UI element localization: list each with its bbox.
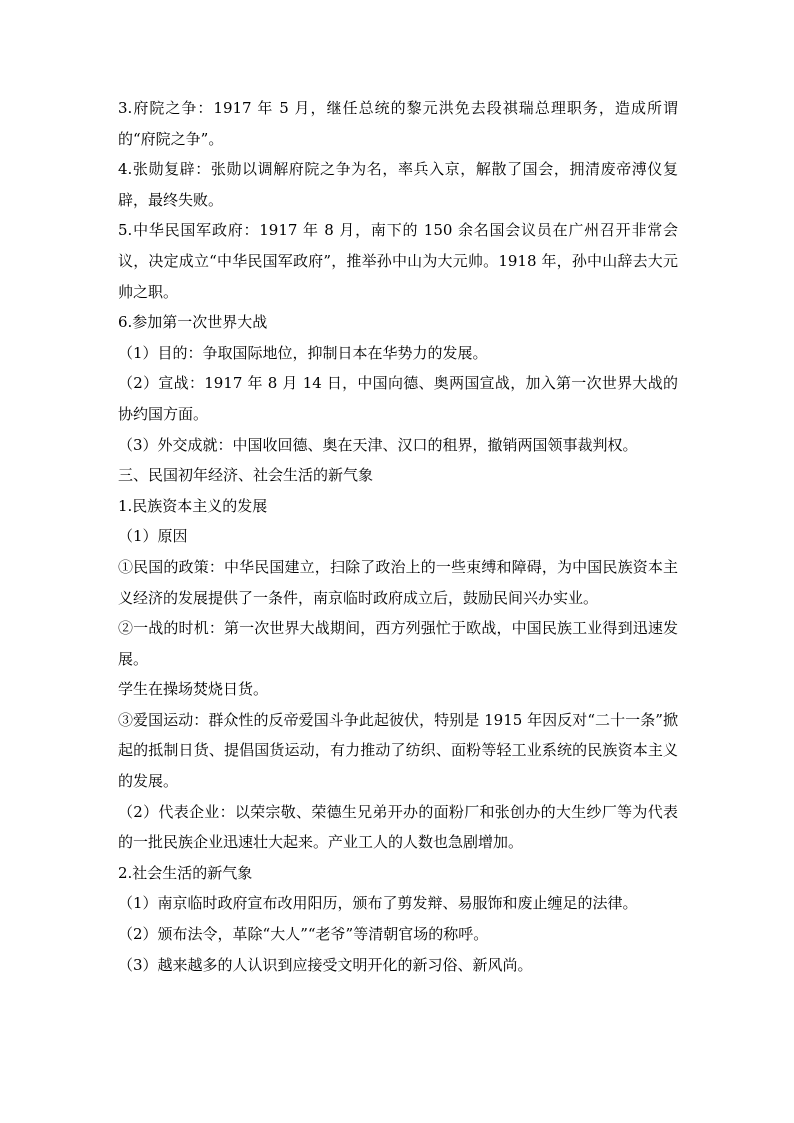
paragraph-zhangxun-restoration: 4.张勋复辟：张勋以调解府院之争为名，率兵入京，解散了国会，拥清废帝溥仪复辟，最终失败。	[118, 160, 678, 209]
paragraph-ww1-diplomacy: （3）外交成就：中国收回德、奥在天津、汉口的租界，撤销两国领事裁判权。	[118, 435, 638, 454]
paragraph-social-titles: （2）颁布法令，革除“大人”“老爷”等清朝官场的称呼。	[118, 925, 489, 944]
heading-reasons: （1）原因	[118, 527, 188, 546]
paragraph-ww1-declaration: （2）宣战：1917 年 8 月 14 日，中国向德、奥两国宣战，加入第一次世界大战的协约国方面。	[118, 374, 678, 423]
paragraph-social-customs: （3）越来越多的人认识到应接受文明开化的新习俗、新风尚。	[118, 955, 533, 974]
document-body	[118, 93, 678, 980]
heading-national-capitalism: 1.民族资本主义的发展	[118, 496, 268, 515]
paragraph-ww1-purpose: （1）目的：争取国际地位，抑制日本在华势力的发展。	[118, 343, 488, 362]
paragraph-military-government: 5.中华民国军政府：1917 年 8 月，南下的 150 余名国会议员在广州召开非常会议，决定成立“中华民国军政府”，推举孙中山为大元帅。1918 年，孙中山辞去大元帅之职。	[118, 221, 678, 301]
section-heading-economy-society: 三、民国初年经济、社会生活的新气象	[118, 466, 374, 485]
paragraph-social-calendar-laws: （1）南京临时政府宣布改用阳历，颁布了剪发辩、易服饰和废止缠足的法律。	[118, 894, 638, 913]
heading-social-life: 2.社会生活的新气象	[118, 863, 253, 882]
heading-ww1-participation: 6.参加第一次世界大战	[118, 313, 268, 332]
paragraph-fuyuan-dispute: 3.府院之争：1917 年 5 月，继任总统的黎元洪免去段祺瑞总理职务，造成所谓的“府院之争”。	[118, 99, 678, 148]
paragraph-reason-war-opportunity: ②一战的时机：第一次世界大战期间，西方列强忙于欧战，中国民族工业得到迅速发展。	[118, 619, 678, 668]
paragraph-reason-patriotic-movement: ③爱国运动：群众性的反帝爱国斗争此起彼伏，特别是 1915 年因反对“二十一条”掀起的抵制日货、提倡国货运动，有力推动了纺织、面粉等轻工业系统的民族资本主义的发展。	[118, 710, 678, 791]
paragraph-reason-policy: ①民国的政策：中华民国建立，扫除了政治上的一些束缚和障碍，为中国民族资本主义经济的发展提供了一条件，南京临时政府成立后，鼓励民间兴办实业。	[118, 557, 678, 607]
paragraph-representative-enterprises: （2）代表企业：以荣宗敬、荣德生兄弟开办的面粉厂和张创办的大生纱厂等为代表的一批民族企业迅速壮大起来。产业工人的人数也急剧增加。	[118, 802, 678, 852]
paragraph-image-caption: 学生在操场焚烧日货。	[118, 680, 269, 699]
